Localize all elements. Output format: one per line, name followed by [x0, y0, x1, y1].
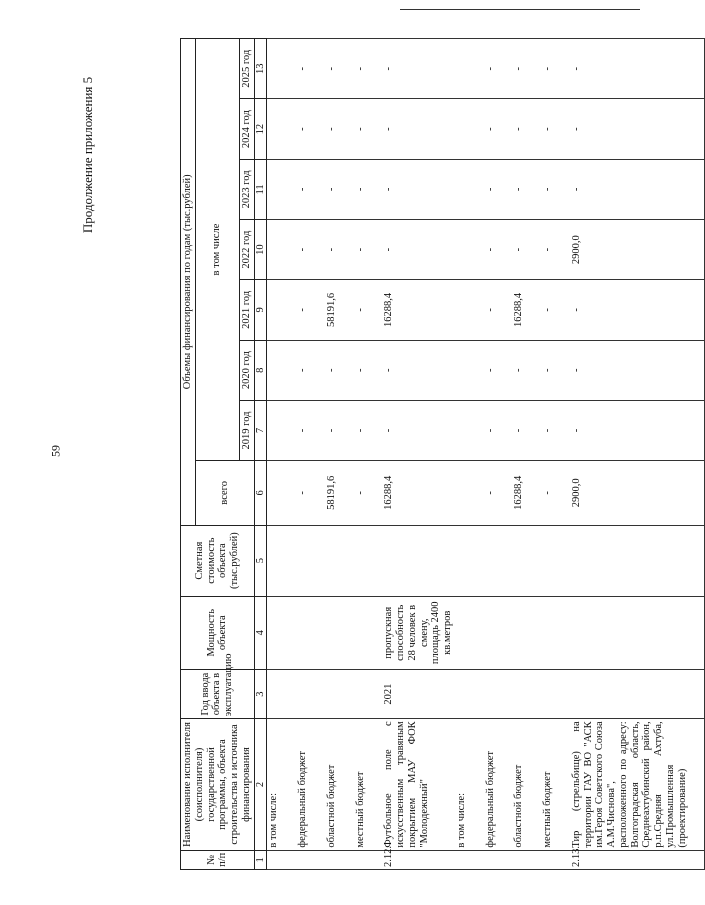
- row-name: в том числе:: [267, 719, 296, 850]
- row-capacity: [325, 596, 354, 669]
- row-number: [455, 850, 484, 869]
- row-number: [484, 850, 513, 869]
- row-year: 2021: [382, 669, 455, 719]
- column-numbers-row: [254, 39, 267, 870]
- header-year-0: 2019 год: [239, 400, 254, 460]
- row-total: 16288,4: [512, 461, 541, 526]
- row-year-value: -: [296, 39, 325, 99]
- row-cost: [325, 525, 354, 596]
- row-capacity: [512, 596, 541, 669]
- row-cost: [484, 525, 513, 596]
- column-number: 1: [254, 850, 267, 869]
- header-capacity: Мощность объекта: [181, 596, 255, 669]
- row-name: федеральный бюджет: [296, 719, 325, 850]
- row-number: [541, 850, 570, 869]
- row-number: [267, 850, 296, 869]
- row-year-value: -: [484, 99, 513, 159]
- row-cost: [541, 525, 570, 596]
- row-name: федеральный бюджет: [484, 719, 513, 850]
- header-name: Наименование исполнителя (соисполнителя) государственной программы, объекта строительства и источника финансирования: [181, 719, 255, 850]
- row-total: 2900,0: [570, 461, 705, 526]
- row-year-value: [455, 39, 484, 99]
- header-cost: Сметная стоимость объекта (тыс.рублей): [181, 525, 255, 596]
- table-row: [455, 39, 484, 870]
- row-year-value: -: [382, 340, 455, 400]
- header-year-6: 2025 год: [239, 39, 254, 99]
- row-year-value: -: [570, 159, 705, 219]
- row-year-value: -: [354, 400, 383, 460]
- row-year-value: -: [325, 400, 354, 460]
- row-capacity: [354, 596, 383, 669]
- column-number: 8: [254, 340, 267, 400]
- row-cost: [354, 525, 383, 596]
- row-total: [455, 461, 484, 526]
- row-name: местный бюджет: [354, 719, 383, 850]
- row-year-value: -: [296, 159, 325, 219]
- row-year: [267, 669, 296, 719]
- row-year-value: [267, 400, 296, 460]
- row-year-value: -: [382, 39, 455, 99]
- table-row: [484, 39, 513, 870]
- row-number: [354, 850, 383, 869]
- rotated-page: [180, 30, 700, 870]
- column-number: 12: [254, 99, 267, 159]
- row-name: в том числе:: [455, 719, 484, 850]
- row-total: -: [541, 461, 570, 526]
- page-number: 59: [48, 445, 63, 457]
- funding-table: [180, 38, 705, 870]
- row-year-value: -: [570, 39, 705, 99]
- row-total: [267, 461, 296, 526]
- row-year-value: -: [296, 400, 325, 460]
- row-year-value: 58191,6: [325, 280, 354, 340]
- row-year-value: -: [325, 340, 354, 400]
- row-year-value: -: [325, 99, 354, 159]
- row-year: [541, 669, 570, 719]
- row-year-value: [455, 280, 484, 340]
- header-year-3: 2022 год: [239, 220, 254, 280]
- row-capacity: [296, 596, 325, 669]
- table-row: [354, 39, 383, 870]
- row-number: 2.13.: [570, 850, 705, 869]
- row-year-value: -: [354, 220, 383, 280]
- row-capacity: [541, 596, 570, 669]
- row-year-value: -: [570, 99, 705, 159]
- row-name: Тир (стрельбище) на территории ГАУ ВО "АСК им.Героя Советского Союза А.М.Чиснова", расположенного по адресу: Волгоградская область, Среднеахтубинский район, р.п.Средняя Ахтуба, ул.Промышленная (проектирование): [570, 719, 705, 850]
- row-year-value: -: [296, 280, 325, 340]
- row-year-value: -: [354, 159, 383, 219]
- row-year-value: -: [512, 340, 541, 400]
- row-year: [455, 669, 484, 719]
- column-number: 6: [254, 461, 267, 526]
- header-year-5: 2024 год: [239, 99, 254, 159]
- column-number: 7: [254, 400, 267, 460]
- row-cost: [570, 525, 705, 596]
- row-cost: [296, 525, 325, 596]
- row-year-value: -: [484, 340, 513, 400]
- table-row: [541, 39, 570, 870]
- column-number: 10: [254, 220, 267, 280]
- header-funding: Объемы финансирования по годам (тыс.рублей): [181, 39, 196, 526]
- header-total: всего: [195, 461, 254, 526]
- row-year-value: -: [570, 340, 705, 400]
- row-year-value: -: [354, 99, 383, 159]
- row-year-value: -: [541, 220, 570, 280]
- header-year: Год ввода объекта в эксплуатацию: [181, 669, 255, 719]
- row-year-value: -: [354, 340, 383, 400]
- table-row: [325, 39, 354, 870]
- header-including: в том числе: [195, 39, 239, 461]
- column-number: 9: [254, 280, 267, 340]
- row-year: [570, 669, 705, 719]
- row-year-value: -: [512, 39, 541, 99]
- row-year-value: -: [382, 220, 455, 280]
- top-rule: [400, 9, 640, 10]
- row-year-value: [267, 159, 296, 219]
- row-total: -: [354, 461, 383, 526]
- row-capacity: [484, 596, 513, 669]
- row-year-value: -: [541, 400, 570, 460]
- row-year: [354, 669, 383, 719]
- row-year-value: [455, 99, 484, 159]
- row-year-value: -: [354, 280, 383, 340]
- row-cost: [455, 525, 484, 596]
- header-year-4: 2023 год: [239, 159, 254, 219]
- row-name: Футбольное поле с искусственным травяным покрытием МАУ ФОК "Молодежный": [382, 719, 455, 850]
- header-no: № п/п: [181, 850, 255, 869]
- table-row: [267, 39, 296, 870]
- row-name: областной бюджет: [325, 719, 354, 850]
- row-year-value: -: [296, 340, 325, 400]
- row-total: -: [484, 461, 513, 526]
- row-year-value: -: [484, 400, 513, 460]
- row-year-value: 16288,4: [382, 280, 455, 340]
- row-capacity: [267, 596, 296, 669]
- row-year-value: -: [325, 39, 354, 99]
- row-name: областной бюджет: [512, 719, 541, 850]
- row-capacity: пропускная способность 28 человек в смену, площадь 2400 кв.метров: [382, 596, 455, 669]
- row-year-value: [455, 220, 484, 280]
- row-year-value: -: [512, 159, 541, 219]
- row-cost: [512, 525, 541, 596]
- row-year-value: -: [382, 99, 455, 159]
- row-year-value: -: [512, 220, 541, 280]
- column-number: 5: [254, 525, 267, 596]
- header-year-1: 2020 год: [239, 340, 254, 400]
- row-year-value: 16288,4: [512, 280, 541, 340]
- row-year: [484, 669, 513, 719]
- row-total: 58191,6: [325, 461, 354, 526]
- row-year-value: -: [541, 159, 570, 219]
- row-year-value: -: [325, 159, 354, 219]
- row-year-value: [455, 159, 484, 219]
- row-number: [296, 850, 325, 869]
- row-name: местный бюджет: [541, 719, 570, 850]
- row-year-value: [267, 39, 296, 99]
- row-year: [325, 669, 354, 719]
- column-number: 11: [254, 159, 267, 219]
- column-number: 13: [254, 39, 267, 99]
- continuation-title: Продолжение приложения 5: [80, 76, 95, 234]
- table-row: [512, 39, 541, 870]
- row-year-value: -: [484, 159, 513, 219]
- table-row: [570, 39, 705, 870]
- row-year-value: [267, 280, 296, 340]
- row-year-value: [455, 400, 484, 460]
- row-total: -: [296, 461, 325, 526]
- row-capacity: [570, 596, 705, 669]
- row-year-value: -: [512, 99, 541, 159]
- row-year-value: -: [484, 280, 513, 340]
- row-year-value: -: [541, 280, 570, 340]
- column-number: 4: [254, 596, 267, 669]
- row-year-value: -: [512, 400, 541, 460]
- table-row: [296, 39, 325, 870]
- row-capacity: [455, 596, 484, 669]
- row-year-value: -: [325, 220, 354, 280]
- row-year-value: -: [570, 400, 705, 460]
- row-total: 16288,4: [382, 461, 455, 526]
- column-number: 3: [254, 669, 267, 719]
- row-year-value: -: [354, 39, 383, 99]
- row-year-value: -: [541, 340, 570, 400]
- row-year-value: -: [541, 39, 570, 99]
- row-year-value: -: [570, 280, 705, 340]
- row-year: [296, 669, 325, 719]
- table-body: [267, 39, 705, 870]
- row-cost: [267, 525, 296, 596]
- row-year-value: -: [296, 220, 325, 280]
- row-year-value: -: [484, 39, 513, 99]
- row-year-value: [267, 99, 296, 159]
- row-year-value: -: [541, 99, 570, 159]
- row-year-value: [455, 340, 484, 400]
- row-year: [512, 669, 541, 719]
- table-row: [382, 39, 455, 870]
- row-cost: [382, 525, 455, 596]
- row-year-value: -: [484, 220, 513, 280]
- row-year-value: [267, 340, 296, 400]
- row-year-value: -: [296, 99, 325, 159]
- header-year-2: 2021 год: [239, 280, 254, 340]
- column-number: 2: [254, 719, 267, 850]
- row-number: [512, 850, 541, 869]
- row-number: [325, 850, 354, 869]
- row-year-value: 2900,0: [570, 220, 705, 280]
- row-year-value: [267, 220, 296, 280]
- row-year-value: -: [382, 400, 455, 460]
- row-year-value: -: [382, 159, 455, 219]
- row-number: 2.12.: [382, 850, 455, 869]
